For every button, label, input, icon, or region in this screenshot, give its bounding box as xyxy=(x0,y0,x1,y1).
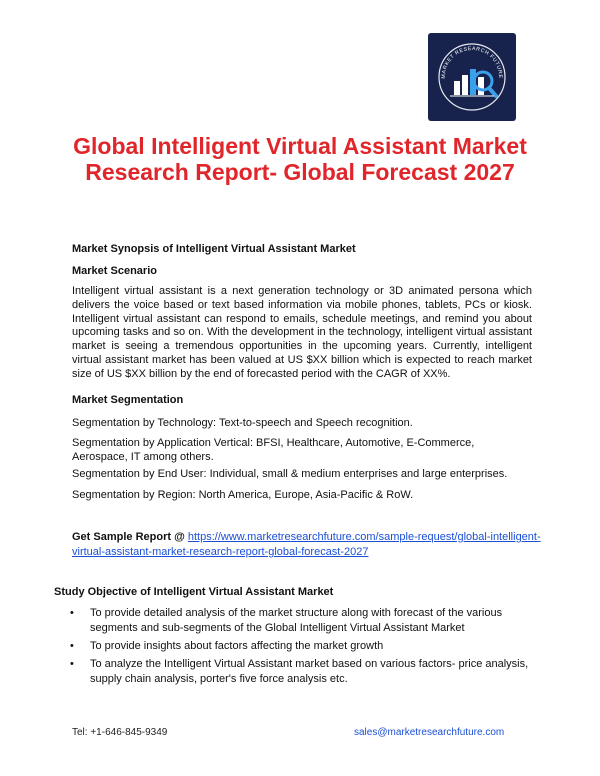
objective-text: To provide insights about factors affecting the market growth xyxy=(90,640,384,652)
list-item xyxy=(66,639,540,654)
logo-graphic-icon xyxy=(428,33,516,121)
objectives-list xyxy=(66,606,540,690)
sample-report-label: Get Sample Report @ xyxy=(72,531,185,543)
segmentation-heading: Market Segmentation xyxy=(72,394,184,406)
footer-email[interactable]: sales@marketresearchfuture.com xyxy=(354,727,505,738)
list-item xyxy=(66,606,540,636)
bullet-icon: • xyxy=(70,607,74,619)
footer-phone: Tel: +1-646-845-9349 xyxy=(72,727,168,738)
scenario-paragraph: Intelligent virtual assistant is a next generation technology or 3D animated persona which delivers the voice based or text based information via mobile phones, tablets, PCs or kiosk. Intelligent virtual assistant can respond to emails, schedule meetings, and remind you about upcoming tasks and so on. With the development in the technology, intelligent virtual assistant market is seeing a tremendous opportunities in the upcoming years. Currently, intelligent virtual assistant market has been valued at US $XX billion which is expected to reach market size of US $XX billion by the end of forecasted period with the CAGR of XX%. xyxy=(72,285,532,380)
objective-text: To analyze the Intelligent Virtual Assistant market based on various factors- price analysis, supply chain analysis, porter's five force analysis etc. xyxy=(90,658,529,685)
segmentation-technology: Segmentation by Technology: Text-to-speech and Speech recognition. xyxy=(72,417,413,429)
company-logo xyxy=(428,33,516,121)
synopsis-section xyxy=(72,242,532,382)
page-title: Global Intelligent Virtual Assistant Market Research Report- Global Forecast 2027 xyxy=(73,133,527,185)
list-item xyxy=(66,657,540,687)
study-objective-heading: Study Objective of Intelligent Virtual Assistant Market xyxy=(54,586,334,598)
scenario-heading: Market Scenario xyxy=(72,265,157,277)
logo-text: MARKET RESEARCH FUTURE xyxy=(440,45,504,79)
segmentation-application: Segmentation by Application Vertical: BFSI, Healthcare, Automotive, E-Commerce, Aerospace, IT among others. xyxy=(72,437,475,463)
segmentation-region: Segmentation by Region: North America, Europe, Asia-Pacific & RoW. xyxy=(72,489,414,501)
bullet-icon: • xyxy=(70,658,74,670)
sample-report xyxy=(72,530,542,560)
sample-report-link[interactable]: https://www.marketresearchfuture.com/sample-request/global-intelligent-virtual-assistant-market-research-report-global-forecast-2027 xyxy=(72,531,541,558)
segmentation-end-user: Segmentation by End User: Individual, small & medium enterprises and large enterprises. xyxy=(72,468,508,480)
synopsis-heading: Market Synopsis of Intelligent Virtual Assistant Market xyxy=(72,243,356,255)
bullet-icon: • xyxy=(70,640,74,652)
objective-text: To provide detailed analysis of the market structure along with forecast of the various segments and sub-segments of the Global Intelligent Virtual Assistant Market xyxy=(90,607,503,634)
